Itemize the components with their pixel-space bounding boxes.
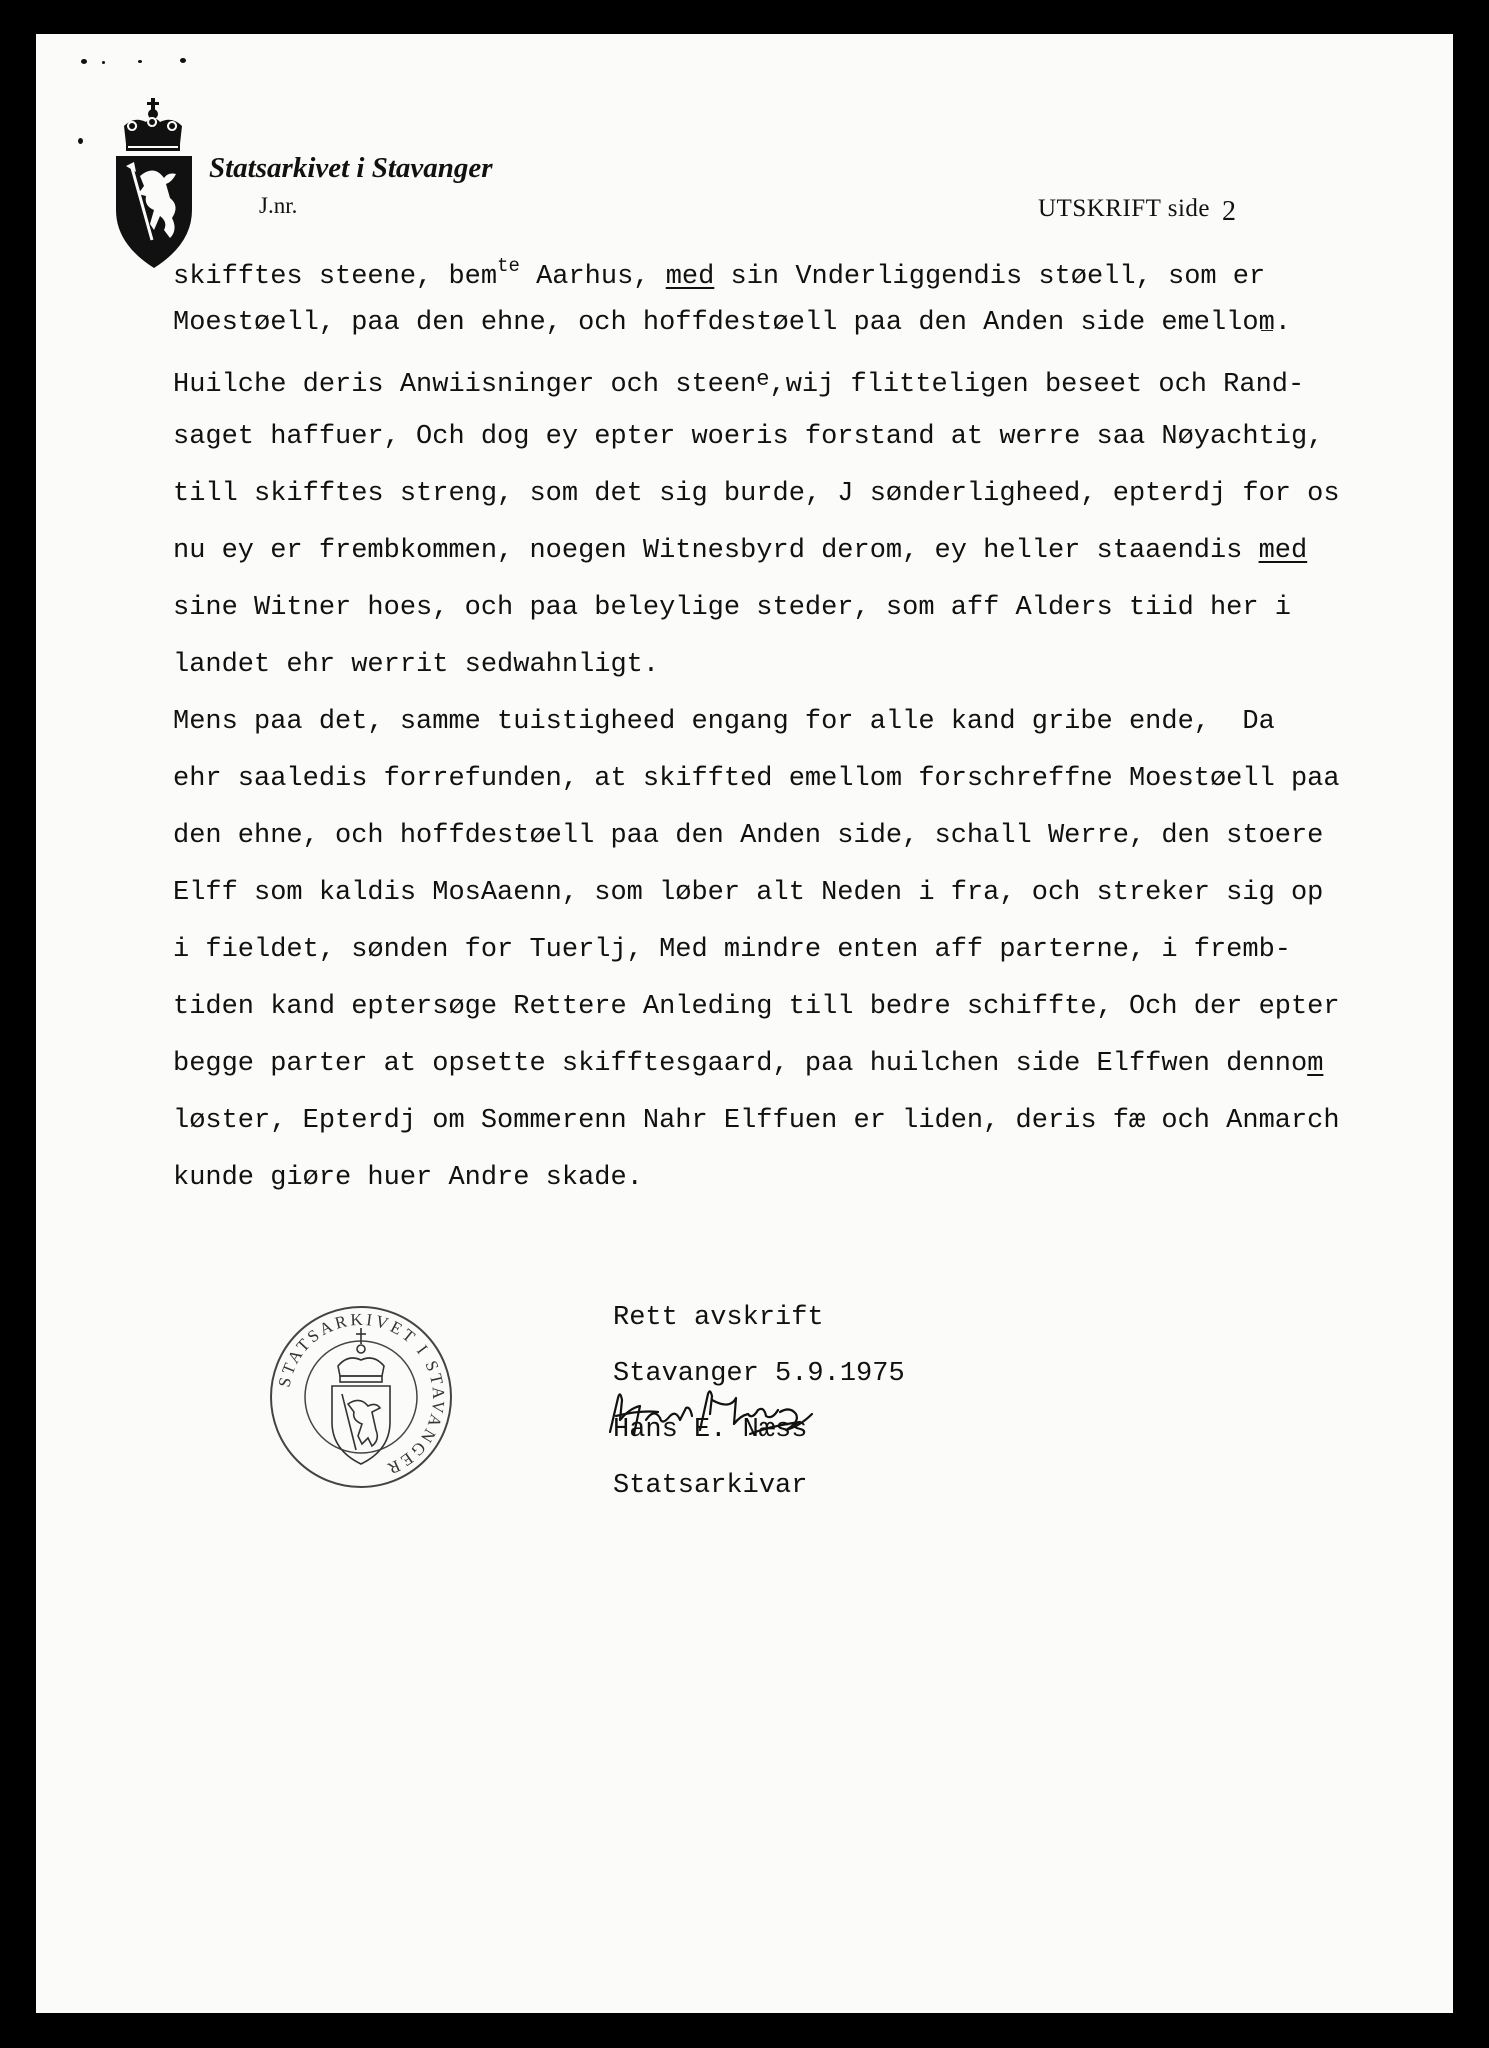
text-segment: sin Vnderliggendis støell, som er xyxy=(714,262,1266,292)
text-segment: kunde giøre huer Andre skade. xyxy=(173,1163,643,1193)
certification-text: Rett avskrift xyxy=(613,1303,824,1333)
organization-name: Statsarkivet i Stavanger xyxy=(209,152,493,184)
text-segment: Huilche deris Anwiisninger och steen xyxy=(173,370,757,400)
text-line xyxy=(173,818,1433,875)
scan-speck xyxy=(81,59,87,64)
seal-inscription: STATSARKIVET I STAVANGER xyxy=(274,1309,449,1480)
text-segment: begge parter at opsette skifftesgaard, paa huilchen side Elffwen denno xyxy=(173,1049,1308,1079)
text-line xyxy=(173,989,1433,1046)
underlined-abbreviation: med xyxy=(1258,536,1308,566)
scan-speck xyxy=(78,138,83,144)
page-header xyxy=(1038,192,1237,227)
underlined-abbreviation: med xyxy=(665,262,715,292)
text-line xyxy=(173,533,1433,590)
text-line xyxy=(173,875,1433,932)
underlined-abbreviation: m xyxy=(1307,1049,1324,1079)
text-segment: ,wij flitteligen beseet och Rand- xyxy=(769,370,1305,400)
text-line xyxy=(173,1046,1433,1103)
archive-seal-icon xyxy=(268,1304,454,1490)
raised-letter: e xyxy=(756,367,770,392)
text-segment: Elff som kaldis MosAaenn, som løber alt Neden i fra, och streker sig op xyxy=(173,878,1324,908)
text-segment: saget haffuer, Och dog ey epter woeris forstand at werre saa Nøyachtig, xyxy=(173,422,1324,452)
text-segment: Aarhus, xyxy=(519,262,666,292)
superscript-abbreviation: te xyxy=(497,255,520,277)
text-line xyxy=(173,248,1433,305)
text-segment: tiden kand eptersøge Rettere Anleding till bedre schiffte, Och der epter xyxy=(173,992,1340,1022)
text-segment: Mens paa det, samme tuistigheed engang for alle kand gribe ende, Da xyxy=(173,707,1275,737)
text-segment: sine Witner hoes, och paa beleylige steder, som aff Alders tiid her i xyxy=(173,593,1291,623)
page-number: 2 xyxy=(1222,196,1237,227)
abbreviation-mark: m xyxy=(1259,305,1275,341)
scan-speck xyxy=(138,60,142,63)
text-segment: løster, Epterdj om Sommerenn Nahr Elffuen er liden, deris fæ och Anmarch xyxy=(173,1106,1340,1136)
text-line xyxy=(173,761,1433,818)
text-segment: Moestøell, paa den ehne, och hoffdestøell paa den Anden side emello xyxy=(173,308,1259,338)
text-line xyxy=(173,1160,1433,1217)
journal-number-label: J.nr. xyxy=(259,193,298,218)
text-line xyxy=(173,932,1433,989)
text-segment: nu ey er frembkommen, noegen Witnesbyrd derom, ey heller staaendis xyxy=(173,536,1259,566)
text-line xyxy=(173,704,1433,761)
signer-name: Hans E. Næss xyxy=(613,1415,808,1445)
text-segment: landet ehr werrit sedwahnligt. xyxy=(173,650,660,680)
text-line xyxy=(173,419,1433,476)
text-segment: . xyxy=(1274,308,1291,338)
text-line xyxy=(173,590,1433,647)
text-segment: den ehne, och hoffdestøell paa den Anden side, schall Werre, den stoere xyxy=(173,821,1324,851)
scan-speck xyxy=(102,61,105,64)
coat-of-arms-icon xyxy=(110,98,198,270)
document-body xyxy=(173,248,1433,1217)
text-segment: till skifftes streng, som det sig burde, J sønderligheed, epterdj for os xyxy=(173,479,1340,509)
text-segment: ehr saaledis forrefunden, at skiffted emellom forschreffne Moestøell paa xyxy=(173,764,1340,794)
signer-title: Statsarkivar xyxy=(613,1471,808,1501)
scan-speck xyxy=(180,58,186,63)
text-segment: i fieldet, sønden for Tuerlj, Med mindre enten aff parterne, i fremb- xyxy=(173,935,1291,965)
handwritten-signature-icon xyxy=(600,1380,840,1450)
document-label: UTSKRIFT side xyxy=(1038,195,1211,222)
text-line xyxy=(173,305,1433,362)
place-and-date: Stavanger 5.9.1975 xyxy=(613,1359,905,1389)
text-line xyxy=(173,476,1433,533)
text-line xyxy=(173,362,1433,419)
text-line xyxy=(173,1103,1433,1160)
text-line xyxy=(173,647,1433,704)
text-segment: skifftes steene, bem xyxy=(173,262,498,292)
